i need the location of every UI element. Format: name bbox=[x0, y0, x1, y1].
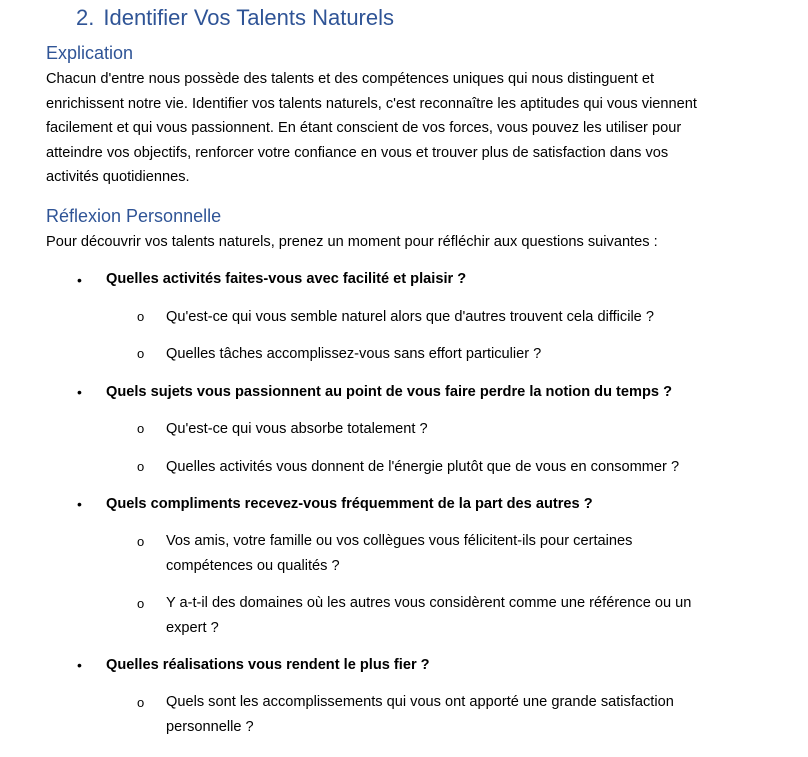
sub-question-item: Quelles tâches accomplissez-vous sans effort particulier ? bbox=[166, 346, 542, 362]
sub-question-item: Y a-t-il des domaines où les autres vous considèrent comme une référence ou un expert ? bbox=[166, 595, 692, 636]
section-heading bbox=[76, 4, 394, 32]
question-item: Quels sujets vous passionnent au point de vous faire perdre la notion du temps ? bbox=[106, 384, 673, 400]
question-item: Quels compliments recevez-vous fréquemment de la part des autres ? bbox=[106, 496, 593, 512]
sub-bullet-icon: o bbox=[137, 695, 145, 710]
paragraph-line: enrichissent notre vie. Identifier vos talents naturels, c'est reconnaître les aptitudes qui vous viennent bbox=[46, 95, 697, 112]
sub-question-item: Quelles activités vous donnent de l'énergie plutôt que de vous en consommer ? bbox=[166, 459, 680, 475]
sub-question-item: Qu'est-ce qui vous semble naturel alors que d'autres trouvent cela difficile ? bbox=[166, 309, 654, 325]
sub-question-item: Quels sont les accomplissements qui vous ont apporté une grande satisfaction personnelle ? bbox=[166, 694, 674, 735]
bullet-icon: • bbox=[77, 657, 82, 673]
explication-paragraph bbox=[46, 67, 802, 190]
sub-question-item: Qu'est-ce qui vous absorbe totalement ? bbox=[166, 421, 428, 437]
reflexion-intro: Pour découvrir vos talents naturels, prenez un moment pour réfléchir aux questions suivantes : bbox=[46, 234, 658, 250]
question-item: Quelles réalisations vous rendent le plus fier ? bbox=[106, 657, 430, 673]
sub-bullet-icon: o bbox=[137, 309, 145, 324]
bullet-icon: • bbox=[77, 384, 82, 400]
sub-bullet-icon: o bbox=[137, 346, 145, 361]
paragraph-line: activités quotidiennes. bbox=[46, 169, 190, 185]
bullet-icon: • bbox=[77, 496, 82, 512]
section-title: Identifier Vos Talents Naturels bbox=[103, 5, 394, 30]
question-item: Quelles activités faites-vous avec facilité et plaisir ? bbox=[106, 271, 467, 287]
bullet-icon: • bbox=[77, 272, 82, 288]
paragraph-line: Chacun d'entre nous possède des talents et des compétences uniques qui nous distinguent et bbox=[46, 71, 655, 87]
sub-bullet-icon: o bbox=[137, 421, 145, 436]
explication-heading: Explication bbox=[46, 43, 134, 63]
paragraph-line: facilement et qui vous passionnent. En étant conscient de vos forces, vous pouvez les utiliser pour bbox=[46, 120, 682, 136]
paragraph-line: atteindre vos objectifs, renforcer votre confiance en vous et trouver plus de satisfaction dans vos bbox=[46, 144, 669, 161]
section-number: 2. bbox=[76, 5, 95, 30]
sub-bullet-icon: o bbox=[137, 596, 145, 611]
sub-bullet-icon: o bbox=[137, 534, 145, 549]
sub-question-item: Vos amis, votre famille ou vos collègues vous félicitent-ils pour certaines compétences ou qualités ? bbox=[166, 533, 633, 574]
reflexion-heading: Réflexion Personnelle bbox=[46, 206, 222, 226]
sub-bullet-icon: o bbox=[137, 459, 145, 474]
